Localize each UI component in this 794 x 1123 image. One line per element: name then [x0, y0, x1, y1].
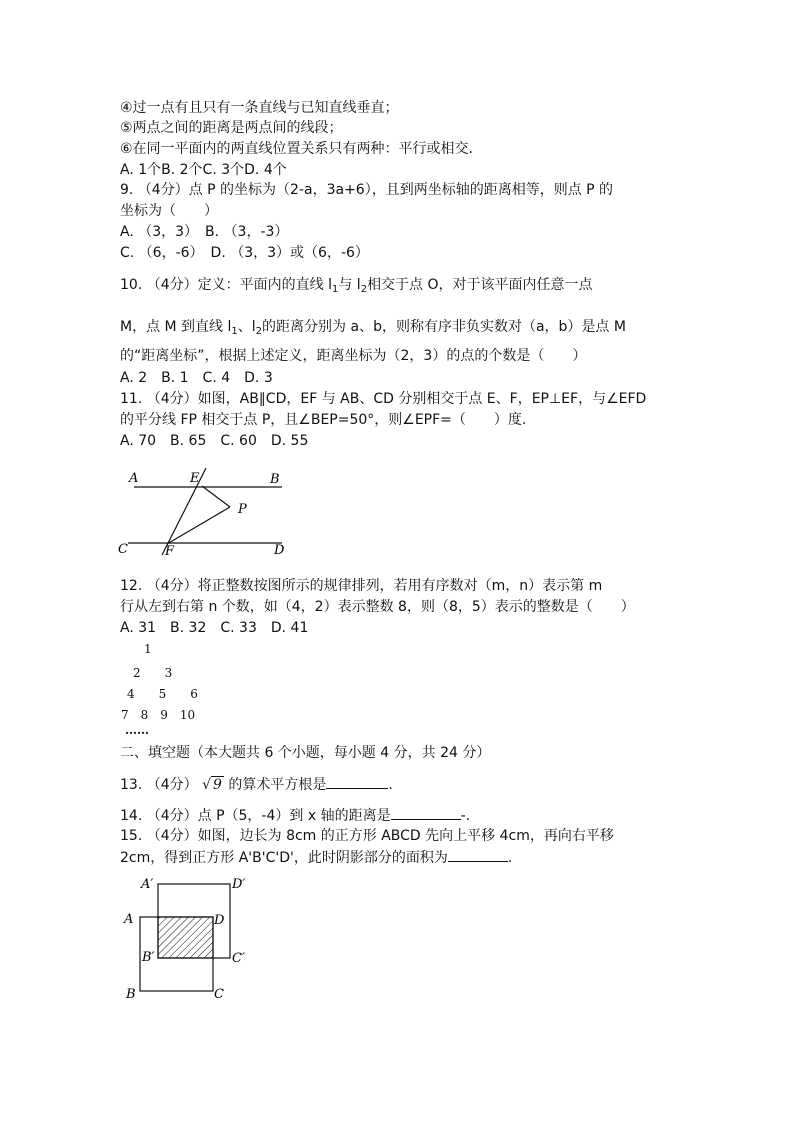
label-p: P [238, 502, 247, 517]
label-b: B [270, 472, 280, 487]
label-b-prime: B′ [142, 950, 155, 965]
label-b: B [126, 987, 136, 1002]
q9-options-row2: C. （6，-6） D. （3，3）或（6，-6） [120, 245, 369, 261]
label-c: C [214, 987, 224, 1002]
q12-options: A. 31 B. 32 C. 33 D. 41 [120, 620, 309, 636]
triangle-row-1: 1 [144, 642, 152, 656]
triangle-ellipsis: …… [125, 723, 149, 737]
statement-6: ⑥在同一平面内的两直线位置关系只有两种：平行或相交. [120, 141, 473, 157]
label-a: A [124, 912, 134, 927]
label-f: F [165, 544, 175, 559]
label-c-prime: C′ [232, 951, 245, 966]
q10-options: A. 2 B. 1 C. 4 D. 3 [120, 370, 273, 386]
q10-text-line1: 10. （4分）定义：平面内的直线 $l_1$与 $l_2$相交于点 O，对于该平面内任意一点 [120, 277, 593, 295]
triangle-row-2: 2 3 [133, 666, 173, 680]
label-c: C [118, 542, 128, 557]
q10-text-line2: M，点 M 到直线 $l_1$、$l_2$的距离分别为 a、b，则称有序非负实数对（a，b）是点 M [120, 319, 626, 337]
sqrt-expression: √ 9 [202, 777, 222, 793]
shaded-region [158, 917, 213, 958]
q13-text: 13. （4分） √ 9 的算术平方根是 . [120, 774, 393, 795]
q11-text-line2: 的平分线 FP 相交于点 P，且∠BEP=50°，则∠EPF=（ ）度. [120, 412, 527, 428]
q15-answer-blank[interactable] [448, 847, 508, 862]
q13-answer-blank[interactable] [326, 774, 388, 789]
q14-answer-blank[interactable] [391, 805, 461, 820]
statement-5: ⑤两点之间的距离是两点间的线段； [120, 120, 343, 136]
label-d: D [214, 913, 225, 928]
q12-text-line1: 12. （4分）将正整数按图所示的规律排列，若用有序数对（m，n）表示第 m [120, 578, 603, 594]
q11-figure [110, 460, 300, 565]
section-2-heading: 二、填空题（本大题共 6 个小题，每小题 4 分，共 24 分） [120, 745, 491, 761]
q10-text-line3: 的“距离坐标”，根据上述定义，距离坐标为（2，3）的点的个数是（ ） [120, 348, 587, 364]
q11-text-line1: 11. （4分）如图，AB∥CD，EF 与 AB、CD 分别相交于点 E、F，EP⊥EF，与∠EFD [120, 391, 647, 407]
label-d: D [274, 543, 285, 558]
label-e: E [190, 471, 200, 486]
statement-4: ④过一点有且只有一条直线与已知直线垂直； [120, 100, 399, 116]
q15-text-line1: 15. （4分）如图，边长为 8cm 的正方形 ABCD 先向上平移 4cm，再向右平移 [120, 828, 614, 844]
q14-text: 14. （4分）点 P（5，-4）到 x 轴的距离是 -. [120, 805, 470, 826]
triangle-row-3: 4 5 6 [127, 687, 198, 701]
label-d-prime: D′ [232, 877, 246, 892]
q9-text-line2: 坐标为（ ） [120, 203, 218, 219]
q12-text-line2: 行从左到右第 n 个数，如（4，2）表示整数 8，则（8，5）表示的整数是（ ） [120, 599, 635, 615]
q11-options: A. 70 B. 65 C. 60 D. 55 [120, 433, 309, 449]
triangle-row-4: 7 8 9 10 [121, 708, 196, 722]
q9-text-line1: 9. （4分）点 P 的坐标为（2-a，3a+6），且到两坐标轴的距离相等，则点 P 的 [120, 182, 614, 198]
q15-figure [118, 874, 268, 1004]
label-a: A [129, 471, 139, 486]
q15-text-line2: 2cm，得到正方形 A'B'C'D'，此时阴影部分的面积为 . [120, 847, 512, 868]
segment-ep [202, 486, 230, 507]
q9-options-row1: A. （3，3） B. （3，-3） [120, 224, 289, 240]
label-a-prime: A′ [141, 877, 154, 892]
q8-options: A. 1个B. 2个C. 3个D. 4个 [120, 162, 287, 178]
